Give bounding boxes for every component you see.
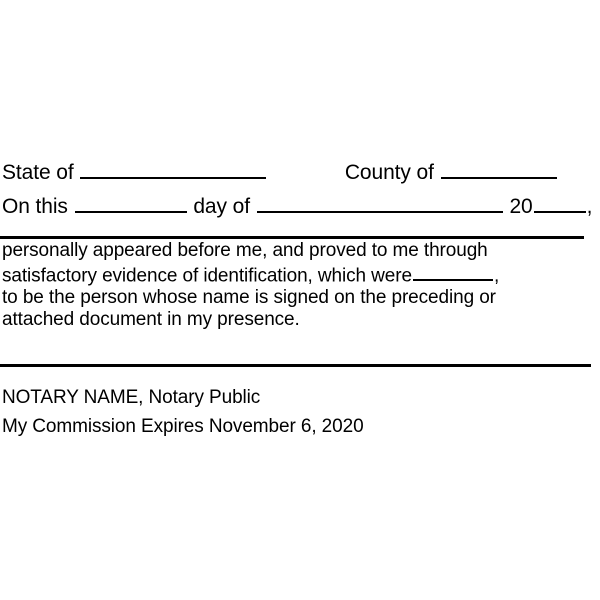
body-line-2-comma: , — [493, 265, 500, 287]
on-this-label: On this — [2, 195, 68, 219]
county-of-label: County of — [344, 161, 434, 185]
body-line-3: to be the person whose name is signed on the preceding or — [2, 287, 496, 309]
body-line-1: personally appeared before me, and proved to me through — [2, 240, 488, 261]
state-blank-field[interactable] — [80, 158, 266, 179]
date-line-comma: , — [586, 195, 593, 219]
date-line — [2, 192, 598, 218]
notary-signature-block — [2, 383, 598, 441]
county-blank-field[interactable] — [441, 158, 557, 179]
identification-blank-field[interactable] — [413, 262, 493, 281]
day-blank-field[interactable] — [75, 192, 187, 213]
acknowledgment-body — [2, 240, 598, 331]
day-of-label: day of — [193, 195, 250, 219]
year-blank-field[interactable] — [534, 192, 586, 213]
month-blank-field[interactable] — [257, 192, 503, 213]
body-line-2 — [2, 262, 598, 287]
commission-expiration-line: My Commission Expires November 6, 2020 — [2, 416, 364, 437]
state-county-line — [2, 158, 598, 184]
year-prefix-label: 20 — [509, 195, 533, 219]
body-line-2-text: satisfactory evidence of identification, which were — [2, 265, 412, 287]
signature-rule — [0, 364, 591, 367]
body-line-4: attached document in my presence. — [2, 309, 300, 331]
state-of-label: State of — [2, 161, 74, 185]
notary-name-line: NOTARY NAME, Notary Public — [2, 387, 261, 408]
divider-rule-top — [0, 236, 584, 239]
